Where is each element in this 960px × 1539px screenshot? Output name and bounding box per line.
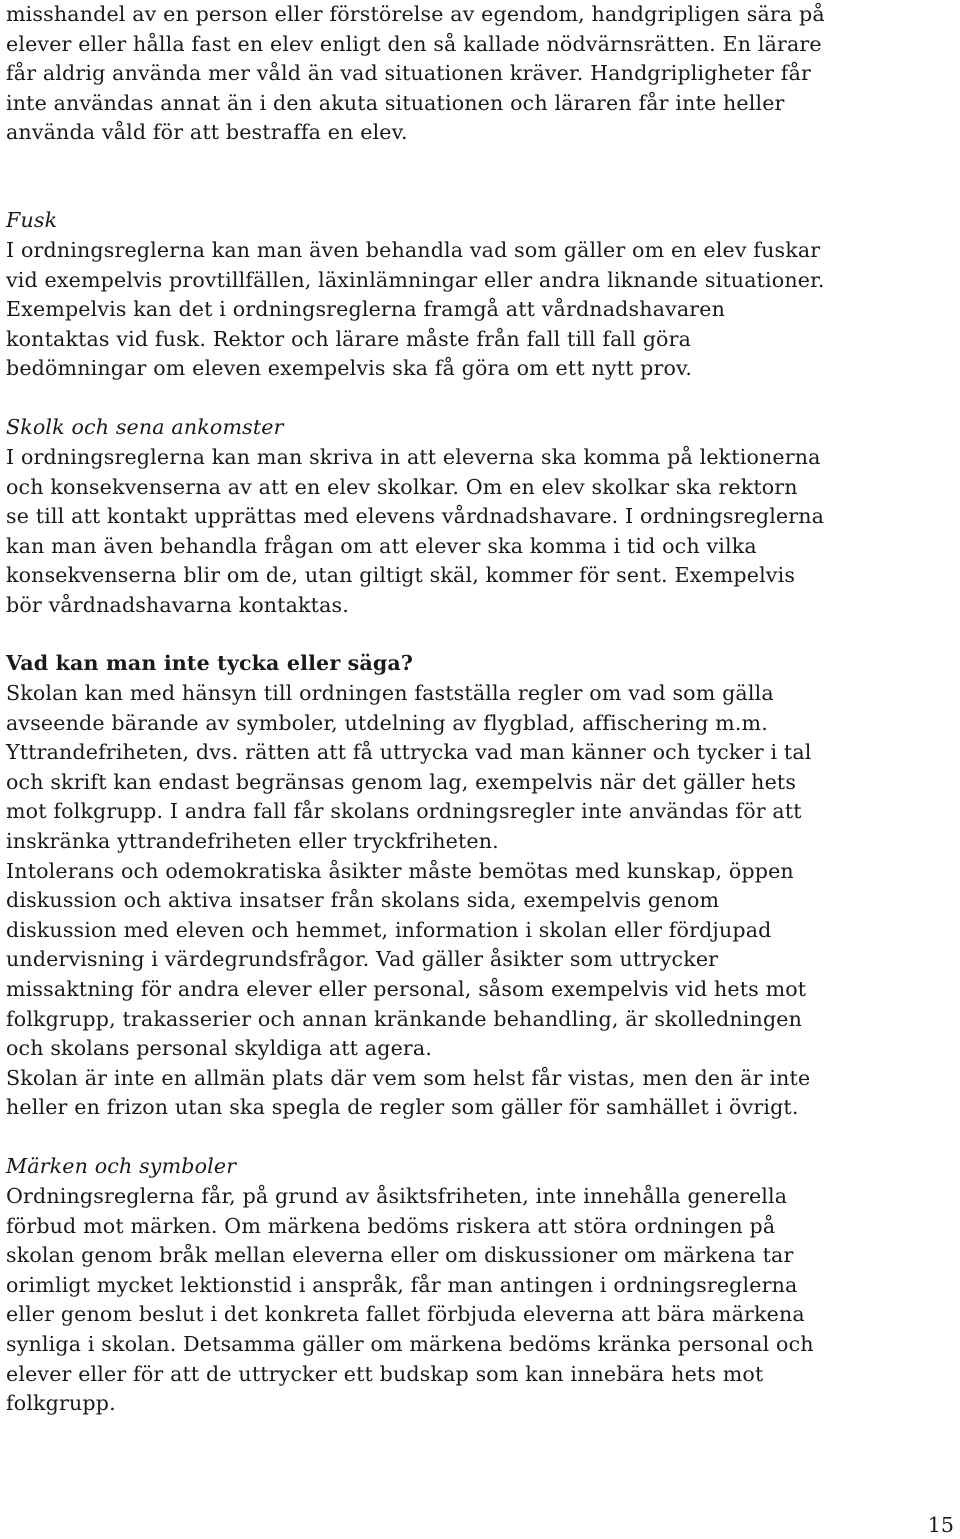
text-line: bedömningar om eleven exempelvis ska få göra om ett nytt prov. <box>6 356 693 381</box>
text-line: I ordningsreglerna kan man även behandla vad som gäller om en elev fuskar <box>6 238 821 262</box>
text-line: diskussion med eleven och hemmet, information i skolan eller fördjupad <box>6 917 772 942</box>
text-line: skolan genom bråk mellan eleverna eller om diskussioner om märkena tar <box>6 1243 794 1268</box>
text-line: folkgrupp, trakasserier och annan kränkande behandling, är skolledningen <box>6 1006 803 1031</box>
text-line: konsekvenserna blir om de, utan giltigt skäl, kommer för sent. Exempelvis <box>6 563 796 588</box>
marken-paragraph <box>6 1182 814 1419</box>
text-line: inskränka yttrandefriheten eller tryckfriheten. <box>6 828 499 853</box>
text-line: eller genom beslut i det konkreta fallet förbjuda eleverna att bära märkena <box>6 1302 805 1327</box>
text-line: missaktning för andra elever eller personal, såsom exempelvis vid hets mot <box>6 976 807 1001</box>
text-line: förbud mot märken. Om märkena bedöms riskera att störa ordningen på <box>6 1213 776 1238</box>
text-line: Skolan är inte en allmän plats där vem som helst får vistas, men den är inte <box>6 1065 811 1090</box>
skolk-paragraph <box>6 443 824 621</box>
section-heading-tycka: Vad kan man inte tycka eller säga? <box>6 651 414 675</box>
text-line: bör vårdnadshavarna kontaktas. <box>6 592 349 617</box>
section-heading-skolk: Skolk och sena ankomster <box>6 415 284 439</box>
text-line: elever eller för att de uttrycker ett budskap som kan innebära hets mot <box>6 1361 764 1386</box>
text-line: Skolan kan med hänsyn till ordningen fastställa regler om vad som gälla <box>6 681 774 705</box>
text-line: diskussion och aktiva insatser från skolans sida, exempelvis genom <box>6 888 720 913</box>
text-line: och konsekvenserna av att en elev skolkar. Om en elev skolkar ska rektorn <box>6 474 798 499</box>
text-line: Exempelvis kan det i ordningsreglerna framgå att vårdnadshavaren <box>6 297 725 322</box>
text-line: misshandel av en person eller förstörelse av egendom, handgripligen sära på <box>6 2 825 26</box>
text-line: Ordningsreglerna får, på grund av åsiktsfriheten, inte innehålla generella <box>6 1184 788 1208</box>
text-line: orimligt mycket lektionstid i anspråk, får man antingen i ordningsreglerna <box>6 1272 798 1297</box>
text-line: folkgrupp. <box>6 1391 116 1416</box>
text-line: synliga i skolan. Detsamma gäller om märkena bedöms kränka personal och <box>6 1331 814 1356</box>
text-line: I ordningsreglerna kan man skriva in att eleverna ska komma på lektionerna <box>6 445 821 469</box>
text-line: avseende bärande av symboler, utdelning av flygblad, affischering m.m. <box>6 710 768 735</box>
section-heading-marken: Märken och symboler <box>6 1154 237 1178</box>
page-number: 15 <box>927 1513 954 1537</box>
text-line: får aldrig använda mer våld än vad situationen kräver. Handgripligheter får <box>6 61 812 86</box>
text-line: inte användas annat än i den akuta situationen och läraren får inte heller <box>6 90 785 115</box>
intro-paragraph <box>6 0 825 148</box>
text-line: Intolerans och odemokratiska åsikter måste bemötas med kunskap, öppen <box>6 858 794 883</box>
text-line: och skolans personal skyldiga att agera. <box>6 1036 433 1061</box>
text-line: kan man även behandla frågan om att elever ska komma i tid och vilka <box>6 533 757 558</box>
text-line: vid exempelvis provtillfällen, läxinlämningar eller andra liknande situationer. <box>6 267 825 292</box>
text-line: använda våld för att bestraffa en elev. <box>6 120 408 145</box>
tycka-paragraph <box>6 679 812 1123</box>
fusk-paragraph <box>6 236 825 384</box>
text-line: kontaktas vid fusk. Rektor och lärare måste från fall till fall göra <box>6 326 692 351</box>
text-line: och skrift kan endast begränsas genom lag, exempelvis när det gäller hets <box>6 769 797 794</box>
text-line: elever eller hålla fast en elev enligt den så kallade nödvärnsrätten. En lärare <box>6 31 822 56</box>
text-line: se till att kontakt upprättas med elevens vårdnadshavare. I ordningsreglerna <box>6 504 825 529</box>
text-line: mot folkgrupp. I andra fall får skolans ordningsregler inte användas för att <box>6 799 802 824</box>
text-line: undervisning i värdegrundsfrågor. Vad gäller åsikter som uttrycker <box>6 947 719 972</box>
text-line: heller en frizon utan ska spegla de regler som gäller för samhället i övrigt. <box>6 1095 799 1120</box>
text-line: Yttrandefriheten, dvs. rätten att få uttrycka vad man känner och tycker i tal <box>6 740 812 765</box>
section-heading-fusk: Fusk <box>6 208 58 232</box>
